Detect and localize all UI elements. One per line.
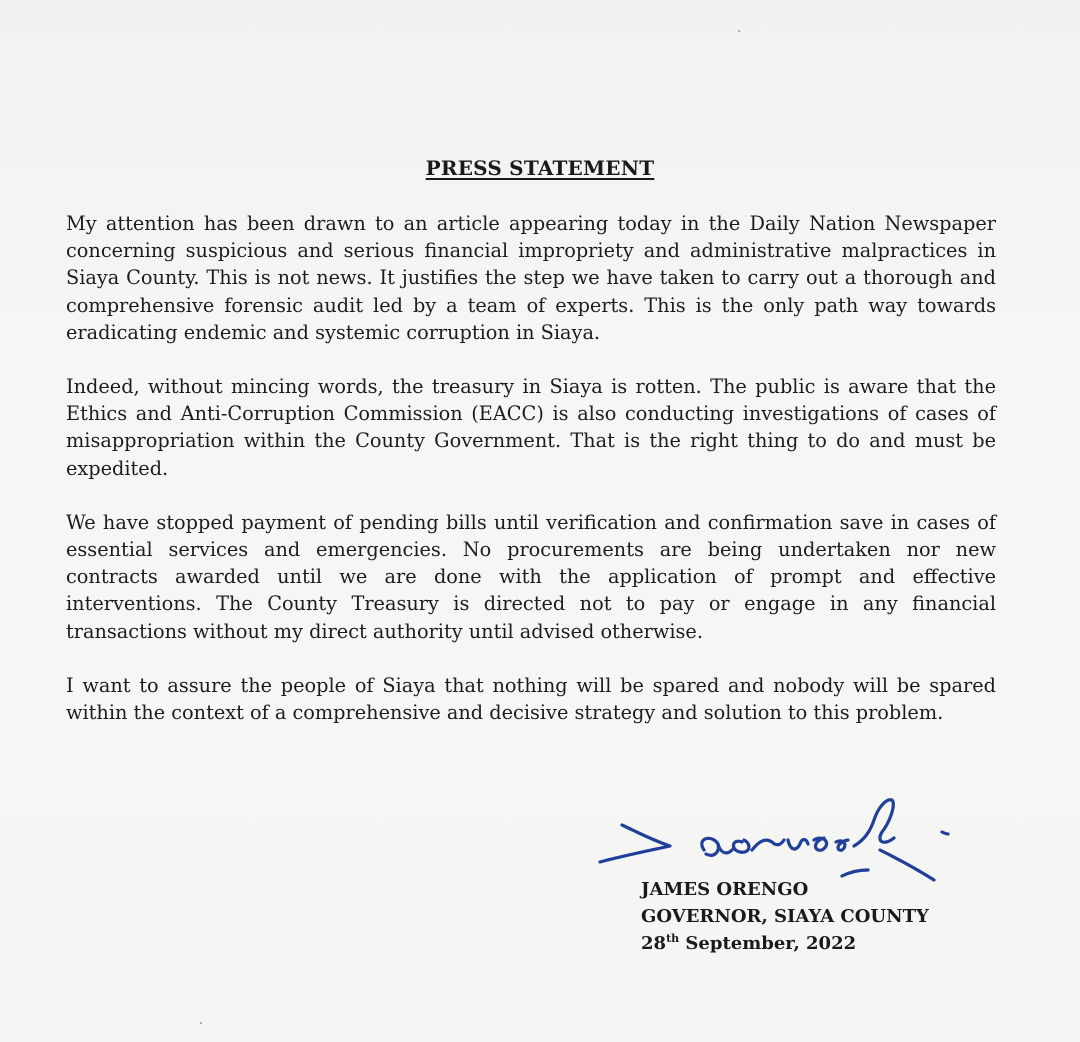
paper-speck — [200, 1022, 202, 1024]
date-suffix: th — [666, 932, 680, 945]
paper-speck — [738, 30, 740, 32]
signatory-position: GOVERNOR, SIAYA COUNTY — [641, 906, 929, 927]
date-rest: September, 2022 — [679, 933, 857, 954]
paragraph-4: I want to assure the people of Siaya that nothing will be spared and nobody will be spared within the context of a comprehensive and decisive strategy and solution to this problem. — [66, 673, 996, 725]
document-body — [66, 210, 996, 753]
paragraph-2: Indeed, without mincing words, the treasury in Siaya is rotten. The public is aware that the Ethics and Anti-Corruption Commission (EACC) is also conducting investigations of cases of misappropriation within the County Government. That is the right thing to do and must be expedited. — [66, 375, 996, 480]
date-day: 28 — [641, 933, 667, 954]
paragraph-3: We have stopped payment of pending bills until verification and confirmation save in cases of essential services and emergencies. No procurements are being undertaken nor new contracts awarded until we are done with the application of prompt and effective interventions. The County Treasury is directed not to pay or engage in any financial transactions without my direct authority until advised otherwise. — [66, 510, 996, 643]
handwritten-signature — [592, 780, 972, 890]
signatory-block — [641, 876, 929, 957]
statement-date — [641, 930, 929, 957]
signatory-name: JAMES ORENGO — [641, 879, 809, 900]
paragraph-1: My attention has been drawn to an article appearing today in the Daily Nation Newspaper concerning suspicious and serious financial impropriety and administrative malpractices in Siaya County. This is not news. It justifies the step we have taken to carry out a thorough and comprehensive forensic audit led by a team of experts. This is the only path way towards eradicating endemic and systemic corruption in Siaya. — [66, 212, 996, 344]
document-title: PRESS STATEMENT — [425, 156, 655, 180]
